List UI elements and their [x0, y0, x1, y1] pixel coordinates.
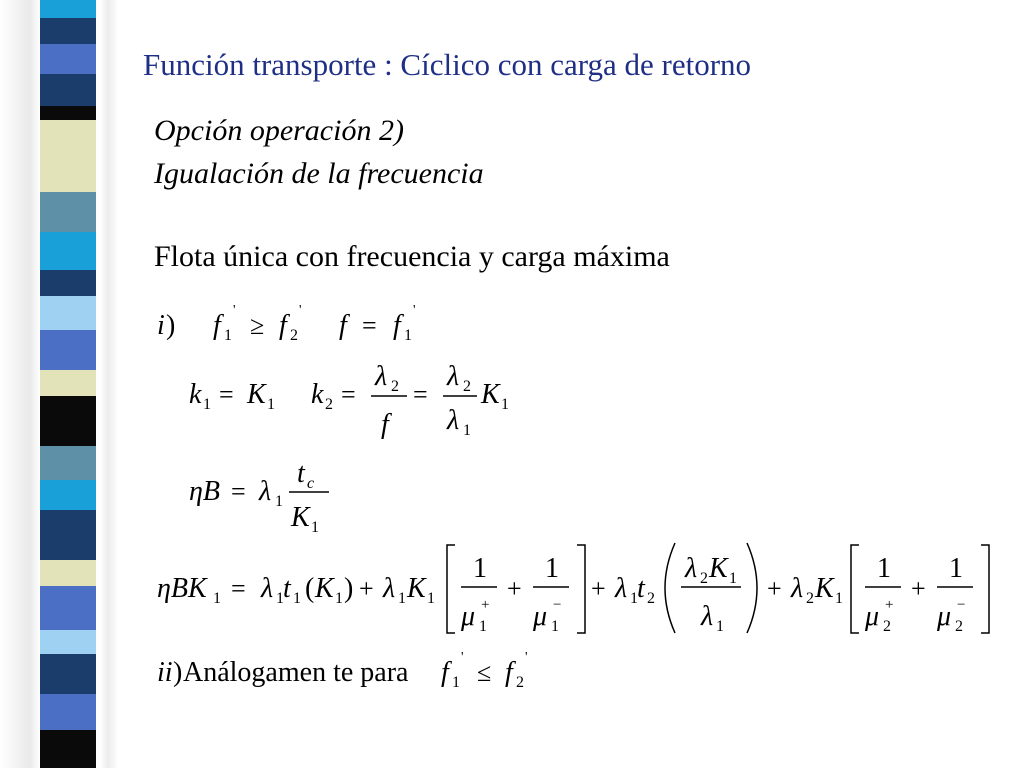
svg-text:f: f [213, 310, 221, 341]
svg-text:1: 1 [335, 590, 343, 607]
svg-text:t: t [297, 458, 305, 489]
svg-text:): ) [173, 657, 183, 688]
svg-text:λ: λ [685, 553, 698, 584]
svg-text:k: k [189, 379, 202, 410]
option-heading: Opción operación 2) [154, 114, 404, 147]
equalization-heading: Igualación de la frecuencia [154, 157, 484, 190]
svg-text:λ: λ [447, 361, 460, 392]
svg-text:1: 1 [203, 396, 211, 413]
stripe-block [40, 730, 96, 768]
svg-text:+: + [481, 597, 490, 613]
stripe-block [40, 0, 96, 18]
stripe-block [40, 120, 96, 146]
stripe-block [40, 630, 96, 654]
svg-text:1: 1 [293, 590, 301, 607]
svg-text:': ' [233, 303, 236, 318]
svg-text:K: K [815, 573, 834, 604]
svg-text:2: 2 [290, 327, 298, 344]
svg-text:1: 1 [398, 590, 406, 607]
svg-text:c: c [307, 475, 315, 492]
svg-text:1: 1 [501, 396, 509, 413]
svg-text:1: 1 [276, 590, 284, 607]
svg-text:+: + [885, 597, 894, 613]
svg-text:Análogamen te para: Análogamen te para [183, 657, 409, 688]
stripe-block [40, 370, 96, 396]
svg-text:': ' [413, 303, 416, 318]
equation-case-i [155, 298, 475, 348]
svg-text:−: − [957, 597, 966, 613]
stripe-block [40, 446, 96, 480]
svg-text:K: K [709, 553, 728, 584]
svg-text:≥: ≥ [250, 311, 265, 340]
svg-text:1: 1 [551, 618, 559, 635]
svg-text:=: = [413, 380, 428, 409]
svg-text:μ: μ [937, 601, 952, 632]
svg-text:K: K [407, 573, 426, 604]
svg-text:1: 1 [463, 422, 471, 439]
stripe-block [40, 586, 96, 630]
stripe-block [40, 396, 96, 446]
svg-text:f: f [505, 657, 513, 688]
svg-text:1: 1 [224, 327, 232, 344]
stripe-block [40, 44, 96, 74]
svg-text:+: + [911, 574, 926, 603]
svg-text:λ: λ [383, 573, 396, 604]
svg-text:1: 1 [267, 396, 275, 413]
stripe-block [40, 296, 96, 330]
stripe-block [40, 18, 96, 44]
svg-text:+: + [359, 574, 374, 603]
svg-text:1: 1 [729, 570, 737, 587]
fleet-description: Flota única con frecuencia y carga máxima [154, 240, 670, 273]
svg-text:1: 1 [452, 674, 460, 691]
equation-case-ii [155, 645, 575, 695]
svg-text:f: f [441, 657, 449, 688]
stripe-block [40, 330, 96, 370]
svg-text:2: 2 [463, 378, 471, 395]
equation-capacities [185, 355, 525, 445]
svg-text:': ' [299, 303, 302, 318]
svg-text:': ' [461, 650, 464, 665]
stripe-block [40, 560, 96, 586]
svg-text:2: 2 [391, 378, 399, 395]
svg-text:): ) [166, 310, 176, 341]
svg-text:1: 1 [213, 590, 221, 607]
svg-text:2: 2 [700, 570, 708, 587]
svg-text:λ: λ [261, 573, 274, 604]
svg-text:μ: μ [865, 601, 880, 632]
svg-text:f: f [339, 310, 347, 341]
svg-text:2: 2 [955, 618, 963, 635]
svg-text:λ: λ [259, 476, 272, 507]
svg-text:1: 1 [404, 327, 412, 344]
svg-text:1: 1 [311, 519, 319, 536]
svg-text:ηBK: ηBK [157, 573, 207, 604]
svg-text:+: + [767, 574, 782, 603]
svg-text:K: K [315, 573, 334, 604]
svg-text:K: K [291, 502, 310, 533]
stripe-block [40, 480, 96, 510]
svg-text:=: = [219, 380, 234, 409]
svg-text:μ: μ [533, 601, 548, 632]
svg-text:−: − [553, 597, 562, 613]
svg-text:=: = [231, 477, 246, 506]
stripe-block [40, 74, 96, 106]
svg-text:=: = [231, 574, 246, 603]
svg-text:λ: λ [615, 573, 628, 604]
svg-text:t: t [283, 573, 291, 604]
svg-text:f: f [381, 409, 389, 440]
stripe-block [40, 232, 96, 270]
svg-text:1: 1 [877, 553, 891, 584]
svg-text:1: 1 [473, 553, 487, 584]
svg-text:2: 2 [806, 590, 814, 607]
equation-eta-bk1 [155, 535, 1000, 640]
stripe-block [40, 694, 96, 730]
svg-text:1: 1 [716, 618, 724, 635]
stripe-block [40, 106, 96, 120]
svg-text:): ) [344, 573, 354, 604]
svg-text:λ: λ [791, 573, 804, 604]
svg-text:f: f [393, 310, 401, 341]
svg-text:1: 1 [949, 553, 963, 584]
svg-text:1: 1 [275, 493, 283, 510]
svg-text:k: k [311, 379, 324, 410]
svg-text:': ' [525, 650, 528, 665]
svg-text:λ: λ [447, 405, 460, 436]
svg-text:K: K [481, 379, 500, 410]
svg-text:ηB: ηB [189, 476, 220, 507]
svg-text:1: 1 [479, 618, 487, 635]
svg-text:2: 2 [516, 674, 524, 691]
svg-text:=: = [341, 380, 356, 409]
svg-text:K: K [247, 379, 266, 410]
svg-text:≤: ≤ [477, 658, 492, 687]
stripe-block [40, 146, 96, 192]
stripe-block [40, 270, 96, 296]
svg-text:μ: μ [461, 601, 476, 632]
svg-text:2: 2 [883, 618, 891, 635]
svg-text:+: + [591, 574, 606, 603]
svg-text:1: 1 [835, 590, 843, 607]
svg-text:1: 1 [630, 590, 638, 607]
stripe-block [40, 654, 96, 694]
svg-text:f: f [279, 310, 287, 341]
svg-text:λ: λ [375, 361, 388, 392]
svg-text:2: 2 [647, 590, 655, 607]
svg-text:=: = [362, 311, 377, 340]
stripe-block [40, 510, 96, 560]
svg-text:(: ( [305, 573, 315, 604]
svg-text:+: + [507, 574, 522, 603]
svg-text:1: 1 [427, 590, 435, 607]
equation-eta-b [185, 452, 355, 537]
slide-title: Función transporte : Cíclico con carga de retorno [143, 47, 752, 82]
svg-text:ii: ii [157, 657, 173, 688]
svg-text:t: t [637, 573, 645, 604]
stripe-block [40, 192, 96, 232]
svg-text:2: 2 [325, 396, 333, 413]
decorative-stripe [0, 0, 118, 768]
svg-text:1: 1 [545, 553, 559, 584]
svg-text:λ: λ [701, 601, 714, 632]
svg-text:i: i [157, 310, 165, 341]
